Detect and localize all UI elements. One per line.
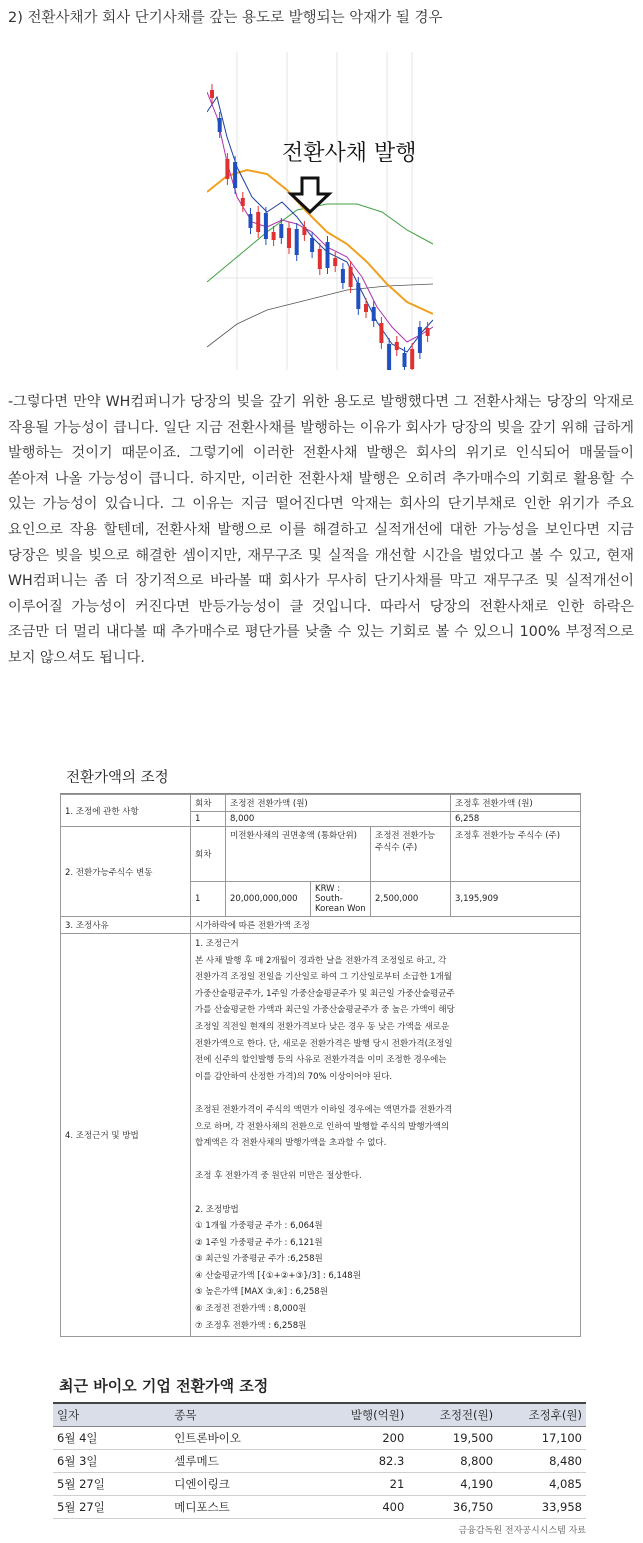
cell-date: 6월 3일 bbox=[53, 1450, 170, 1473]
adjustment-title: 전환가액의 조정 bbox=[60, 762, 581, 794]
cell-company: 메디포스트 bbox=[170, 1496, 319, 1519]
cell-before: 4,190 bbox=[408, 1473, 497, 1496]
cell-issue: 82.3 bbox=[319, 1450, 408, 1473]
candle-body bbox=[256, 212, 260, 232]
method-line: 가를 산술평균한 가액과 최근일 가중산술평균주가 중 높은 가액이 해당 bbox=[195, 1005, 455, 1016]
row2-after: 3,195,909 bbox=[451, 882, 581, 917]
method-line bbox=[195, 1185, 576, 1202]
method-line: 전환가격 조정일 전일을 기산일로 하여 그 기산일로부터 소급한 1개월 bbox=[195, 972, 452, 983]
cell-company: 인트론바이오 bbox=[170, 1427, 319, 1450]
method-line: 본 사채 발행 후 매 2개월이 경과한 날을 전환가격 조정일로 하고, 각 bbox=[195, 955, 447, 966]
candle-body bbox=[310, 238, 314, 252]
ma-orange-line bbox=[207, 170, 433, 314]
bio-table-header bbox=[53, 1403, 586, 1427]
method-line: 조정 후 전환가격 중 원단위 미만은 절상한다. bbox=[195, 1171, 362, 1182]
cell-before: 19,500 bbox=[408, 1427, 497, 1450]
row2-amount: 20,000,000,000 bbox=[226, 882, 311, 917]
row1-h-before: 조정전 전환가액 (원) bbox=[226, 795, 451, 812]
body-paragraph: -그렇다면 만약 WH컴퍼니가 당장의 빚을 갚기 위한 용도로 발행했다면 그 전환사채는 당장의 악재로 작용될 가능성이 큽니다. 일단 지금 전환사채를 발행하는 이유가 회사가 당장의 빚을 갚기 위해 급하게 발행하는 것이기 때문이죠. 그렇기에 이러한 전환사채 발행은 회사의 위기로 인식되어 매물들이 쏟아져 나올 가능성이 큽니다. 하지만, 이러한 전환사채 발행은 오히려 추가매수의 기회로 활용할 수 있는 가능성이 있습니다. 그 이유는 지금 떨어진다면 악재는 회사의 단기부채로 인한 위기가 주요 요인으로 작용 할텐데, 전환사채 발행으로 이를 해결하고 실적개선에 대한 가능성을 보인다면 지금 당장은 빚을 빚으로 해결한 셈이지만, 재무구조 및 실적을 개선할 시간을 벌었다고 볼 수 있고, 현재 WH컴퍼니는 좀 더 장기적으로 바라볼 때 회사가 무사히 단기사채를 막고 재무구조 및 실적개선이 이루어질 가능성이 커진다면 반등가능성이 클 것입니다. 따라서 당장의 전환사채로 인한 하락은 조금만 더 멀리 내다볼 때 추가매수로 평단가를 낮출 수 있는 기회로 볼 수 있으니 100% 부정적으로 보지 않으셔도 됩니다. bbox=[8, 394, 634, 666]
method-line: 조정된 전환가격이 주식의 액면가 이하일 경우에는 액면가를 전환가격 bbox=[195, 1104, 453, 1115]
candle-body bbox=[333, 258, 337, 266]
candle-body bbox=[218, 118, 222, 132]
method-line bbox=[195, 1152, 576, 1169]
row2-h-before: 조정전 전환가능 주식수 (주) bbox=[371, 827, 451, 882]
bio-table-grid bbox=[53, 1402, 586, 1519]
method-line: ⑦ 조정후 전환가액 : 6,258원 bbox=[195, 1320, 307, 1331]
method-line: ③ 최근일 가중평균 주가 :6,258원 bbox=[195, 1254, 323, 1265]
cell-before: 36,750 bbox=[408, 1496, 497, 1519]
candle-body bbox=[318, 249, 322, 269]
candle-body bbox=[241, 198, 245, 206]
row1-after: 6,258 bbox=[451, 812, 581, 827]
candle-body bbox=[233, 162, 237, 188]
row3-value: 시가하락에 따른 전환가액 조정 bbox=[191, 917, 581, 934]
cell-after: 4,085 bbox=[497, 1473, 586, 1496]
header-issue: 발행(억원) bbox=[319, 1403, 408, 1427]
candle-body bbox=[410, 349, 414, 369]
table-row bbox=[53, 1473, 586, 1496]
ma-gray-line bbox=[207, 284, 433, 347]
down-arrow-icon bbox=[291, 178, 329, 212]
cell-issue: 21 bbox=[319, 1473, 408, 1496]
row2-h-amount: 미전환사채의 권면총액 (통화단위) bbox=[226, 827, 371, 882]
row2-before: 2,500,000 bbox=[371, 882, 451, 917]
chart-annotation: 전환사채 발행 bbox=[282, 141, 417, 166]
method-line bbox=[195, 1085, 576, 1102]
row2-round: 1 bbox=[191, 882, 226, 917]
method-line: ④ 산술평균가액 [{①+②+③}/3] : 6,148원 bbox=[195, 1270, 361, 1281]
method-line: ② 1주일 가중평균 주가 : 6,121원 bbox=[195, 1237, 323, 1248]
candle-body bbox=[264, 213, 268, 239]
candle-body bbox=[387, 344, 391, 370]
row4-label: 4. 조정근거 및 방법 bbox=[61, 934, 191, 1337]
candlesticks bbox=[210, 84, 430, 370]
candle-body bbox=[326, 242, 330, 268]
bio-adjustment-table bbox=[53, 1372, 586, 1536]
row4-method bbox=[191, 934, 581, 1337]
source-note: 금융감독원 전자공시시스템 자료 bbox=[458, 1526, 586, 1536]
bio-table-title: 최근 바이오 기업 전환가액 조정 bbox=[59, 1377, 269, 1395]
header-date: 일자 bbox=[53, 1403, 170, 1427]
section-heading: 2) 전환사채가 회사 단기사채를 갚는 용도로 발행되는 악재가 될 경우 bbox=[8, 10, 443, 26]
header-after: 조정후(원) bbox=[497, 1403, 586, 1427]
method-line: 합계액은 각 전환사채의 발행가액을 초과할 수 없다. bbox=[195, 1138, 387, 1149]
candle-body bbox=[210, 90, 214, 98]
header-company: 종목 bbox=[170, 1403, 319, 1427]
conversion-adjustment-table bbox=[60, 762, 581, 1366]
table-row bbox=[53, 1427, 586, 1450]
cell-issue: 200 bbox=[319, 1427, 408, 1450]
method-line: 가중산술평균주가, 1주일 가중산술평균주가 및 최근일 가중산술평균주 bbox=[195, 988, 455, 999]
cell-after: 17,100 bbox=[497, 1427, 586, 1450]
candle-body bbox=[302, 227, 306, 235]
method-line: ⑥ 조정전 전환가액 : 8,000원 bbox=[195, 1304, 307, 1315]
table-row bbox=[53, 1450, 586, 1473]
method-line: ⑤ 높은가액 [MAX ③,④] : 6,258원 bbox=[195, 1287, 328, 1298]
cell-after: 33,958 bbox=[497, 1496, 586, 1519]
candle-body bbox=[372, 307, 376, 321]
candle-body bbox=[379, 323, 383, 343]
method-line: 전에 신주의 할인발행 등의 사유로 전환가격을 이미 조정한 경우에는 bbox=[195, 1055, 447, 1066]
cell-after: 8,480 bbox=[497, 1450, 586, 1473]
cell-company: 디엔이링크 bbox=[170, 1473, 319, 1496]
candle-body bbox=[279, 224, 283, 238]
method-line: 1. 조정근거 bbox=[195, 939, 239, 949]
candle-body bbox=[403, 353, 407, 367]
candle-body bbox=[341, 269, 345, 283]
candle-body bbox=[225, 159, 229, 179]
method-line: ① 1개월 가중평균 주가 : 6,064원 bbox=[195, 1221, 323, 1232]
row2-currency: KRW : South-Korean Won bbox=[311, 882, 371, 917]
row3-label: 3. 조정사유 bbox=[61, 917, 191, 934]
method-line: 이를 감안하여 산정한 가격)의 70% 이상이어야 된다. bbox=[195, 1071, 393, 1082]
cell-issue: 400 bbox=[319, 1496, 408, 1519]
cell-before: 8,800 bbox=[408, 1450, 497, 1473]
row1-before: 8,000 bbox=[226, 812, 451, 827]
candle-body bbox=[418, 327, 422, 353]
row1-h-after: 조정후 전환가액 (원) bbox=[451, 795, 581, 812]
method-line: 2. 조정방법 bbox=[195, 1204, 239, 1215]
cell-company: 셀루메드 bbox=[170, 1450, 319, 1473]
candle-body bbox=[249, 214, 253, 228]
row1-round: 1 bbox=[191, 812, 226, 827]
candle-body bbox=[426, 328, 430, 336]
candle-body bbox=[349, 267, 353, 287]
cell-date: 6월 4일 bbox=[53, 1427, 170, 1450]
stock-chart bbox=[207, 52, 433, 370]
method-line: 전환가액으로 한다. 단, 새로운 전환가격은 발행 당시 전환가격(조정일 bbox=[195, 1038, 453, 1049]
adjustment-grid bbox=[60, 794, 581, 1337]
candle-body bbox=[364, 304, 368, 312]
method-line: 으로 하며, 각 전환사채의 전환으로 인하여 발행할 주식의 발행가액의 bbox=[195, 1121, 450, 1132]
candle-body bbox=[356, 283, 360, 309]
cell-date: 5월 27일 bbox=[53, 1473, 170, 1496]
cell-date: 5월 27일 bbox=[53, 1496, 170, 1519]
row2-h-after: 조정후 전환가능 주식수 (주) bbox=[451, 827, 581, 882]
candle-body bbox=[272, 232, 276, 240]
candle-body bbox=[395, 342, 399, 350]
row1-h-round: 회차 bbox=[191, 795, 226, 812]
ma-purple-line bbox=[207, 92, 433, 342]
candle-body bbox=[287, 228, 291, 248]
header-before: 조정전(원) bbox=[408, 1403, 497, 1427]
candle-body bbox=[295, 229, 299, 255]
method-line: 조정일 직전일 현재의 전환가격보다 낮은 경우 동 낮은 가액을 새로운 bbox=[195, 1021, 450, 1032]
table-row bbox=[53, 1496, 586, 1519]
row1-label: 1. 조정에 관한 사항 bbox=[61, 795, 191, 827]
row2-h-round: 회차 bbox=[191, 827, 226, 882]
row2-label: 2. 전환가능주식수 변동 bbox=[61, 827, 191, 917]
